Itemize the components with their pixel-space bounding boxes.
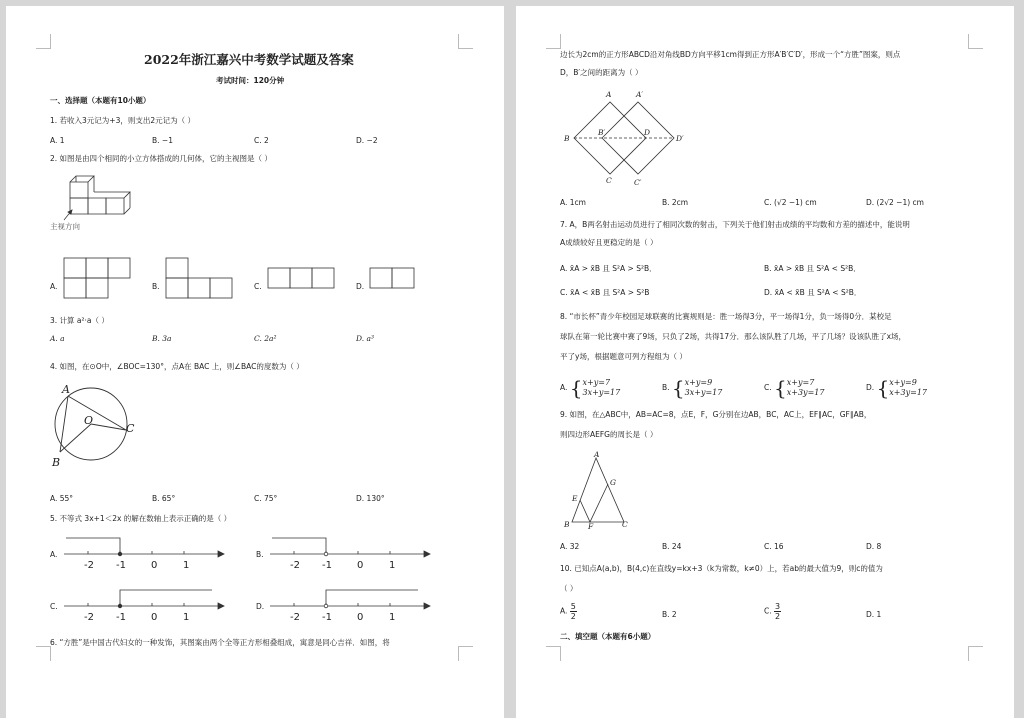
question-7-line-2: A成绩较好且更稳定的是（ ） [560, 238, 658, 247]
label-A-prime: A′ [636, 90, 644, 99]
q6-option-b: B. 2cm [662, 198, 689, 207]
label-A: A [62, 383, 70, 396]
tick-label: 0 [357, 612, 364, 623]
document-page-2 [516, 6, 1014, 718]
tick-label: 0 [357, 560, 364, 571]
q2-option-b: B. [152, 282, 160, 291]
eq-line-2: 3x+y=17 [582, 388, 621, 397]
q10-option-c [764, 602, 781, 621]
label-D-prime: D′ [676, 134, 684, 143]
q8-option-c [764, 378, 824, 398]
numerator: 5 [570, 602, 576, 611]
q7-option-a: A. x̄A > x̄B 且 S²A > S²B． [560, 264, 657, 273]
q2-option-a: A. [50, 282, 58, 291]
denominator: 2 [775, 612, 781, 621]
question-10: 10. 已知点A(a,b)，B(4,c)在直线y=kx+3（k为常数，k≠0）上，若ab的最大值为9，则c的值为 [560, 564, 883, 573]
q6-option-c: C. (√2 −1) cm [764, 198, 817, 207]
q5-option-d: D. [256, 602, 265, 611]
q4-option-d: D. 130° [356, 494, 385, 503]
question-8-line-2: 球队在第一轮比赛中赛了9场，只负了2场，共得17分．那么该队胜了几场，平了几场？设该队胜了x场， [560, 332, 907, 341]
label-C: C [622, 520, 628, 529]
q3-option-a: A. a [50, 334, 65, 343]
page-title: 2022年浙江嘉兴中考数学试题及答案 [144, 52, 354, 67]
q2-option-d-figure [368, 266, 418, 292]
crop-mark [458, 34, 473, 49]
brace: { [876, 376, 890, 400]
q5-option-a: A. [50, 550, 58, 559]
label-O: O [84, 414, 94, 427]
label-D: D [644, 128, 651, 137]
crop-mark [458, 646, 473, 661]
brace: { [774, 376, 787, 400]
option-label: C. [764, 606, 772, 616]
q9-option-d: D. 8 [866, 542, 882, 551]
eq-line-1: x+y=9 [684, 378, 713, 387]
question-9-line-2: 则四边形AEFG的周长是（ ） [560, 430, 658, 439]
q6-option-d: D. (2√2 −1) cm [866, 198, 924, 207]
label-B-prime: B′ [598, 128, 606, 137]
cube-figure [50, 168, 140, 228]
eq-line-1: x+y=9 [889, 378, 917, 387]
label-B: B [564, 520, 570, 529]
option-label: B. [662, 383, 670, 392]
q5-option-b: B. [256, 550, 264, 559]
tick-label: 1 [183, 560, 190, 571]
denominator: 2 [570, 612, 576, 621]
q1-option-a: A. 1 [50, 136, 65, 145]
crop-mark [968, 34, 983, 49]
q8-option-d [866, 378, 927, 398]
tick-label: 1 [389, 612, 396, 623]
question-4: 4. 如图，在⊙O中，∠BOC=130°，点A在 BAC 上，则∠BAC的度数为（ ） [50, 362, 304, 371]
q3-option-d: D. a³ [356, 334, 374, 343]
option-label: A. [560, 606, 568, 616]
tick-label: 0 [151, 612, 158, 623]
eq-line-1: x+y=7 [786, 378, 815, 387]
label-C: C [606, 176, 612, 185]
tick-label: 0 [151, 560, 158, 571]
q1-option-d: D. −2 [356, 136, 378, 145]
label-F: F [588, 522, 594, 531]
fraction [774, 602, 781, 621]
tick-label: -1 [116, 612, 126, 623]
q3-option-c: C. 2a² [254, 334, 277, 343]
tick-label: -2 [290, 560, 300, 571]
q4-option-c: C. 75° [254, 494, 278, 503]
question-3: 3. 计算 a²·a（ ） [50, 316, 109, 325]
q9-option-a: A. 32 [560, 542, 580, 551]
tick-label: -1 [322, 612, 332, 623]
label-G: G [610, 478, 616, 487]
option-label: D. [866, 383, 875, 392]
crop-mark [968, 646, 983, 661]
brace: { [569, 376, 583, 400]
q5-option-c: C. [50, 602, 58, 611]
question-7: 7. A，B两名射击运动员进行了相同次数的射击，下列关于他们射击成绩的平均数和方差的描述中，能说明 [560, 220, 910, 229]
eq-line-2: 3x+y=17 [684, 388, 723, 397]
tick-label: -2 [290, 612, 300, 623]
label-E: E [572, 494, 578, 503]
label-C: C [126, 422, 135, 435]
q1-option-c: C. 2 [254, 136, 269, 145]
q10-option-d: D. 1 [866, 610, 882, 619]
crop-mark [546, 646, 561, 661]
brace: { [671, 376, 685, 400]
tick-label: -2 [84, 612, 94, 623]
fraction [570, 602, 577, 621]
section-heading: 一、选择题（本题有10小题） [50, 96, 151, 105]
q9-option-b: B. 24 [662, 542, 682, 551]
option-label: A. [560, 383, 568, 392]
label-C-prime: C′ [634, 178, 642, 187]
crop-mark [546, 34, 561, 49]
document-page-1 [6, 6, 504, 718]
tick-label: -1 [322, 560, 332, 571]
option-label: C. [764, 383, 772, 392]
q2-option-c: C. [254, 282, 262, 291]
q7-option-d: D. x̄A < x̄B 且 S²A < S²B． [764, 288, 862, 297]
tick-label: -1 [116, 560, 126, 571]
q3-option-b: B. 3a [152, 334, 172, 343]
q2-option-a-figure [62, 256, 132, 302]
q8-option-a [560, 378, 620, 398]
view-direction-label: 主视方向 [50, 222, 80, 231]
tick-label: -2 [84, 560, 94, 571]
tick-label: 1 [389, 560, 396, 571]
crop-mark [36, 646, 51, 661]
q4-option-b: B. 65° [152, 494, 176, 503]
question-1: 1. 若收入3元记为+3，则支出2元记为（ ） [50, 116, 196, 125]
q2-option-d: D. [356, 282, 365, 291]
eq-line-2: x+3y=17 [889, 388, 928, 397]
tick-label: 1 [183, 612, 190, 623]
question-5: 5. 不等式 3x+1＜2x 的解在数轴上表示正确的是（ ） [50, 514, 232, 523]
question-9: 9. 如图，在△ABC中，AB=AC=8，点E，F，G分别在边AB，BC，AC上，EF∥AC，GF∥AB， [560, 410, 872, 419]
exam-time: 考试时间：120分钟 [216, 76, 285, 85]
q7-option-b: B. x̄A > x̄B 且 S²A < S²B． [764, 264, 861, 273]
q6-option-a: A. 1cm [560, 198, 586, 207]
crop-mark [36, 34, 51, 49]
q10-option-b: B. 2 [662, 610, 677, 619]
eq-line-1: x+y=7 [582, 378, 611, 387]
eq-line-2: x+3y=17 [786, 388, 825, 397]
question-8: 8. “市长杯”青少年校园足球联赛的比赛规则是：胜一场得3分，平一场得1分，负一场得0分．某校足 [560, 312, 892, 321]
q1-option-b: B. −1 [152, 136, 173, 145]
question-8-line-3: 平了y场，根据题意可列方程组为（ ） [560, 352, 687, 361]
label-B: B [564, 134, 570, 143]
q2-option-b-figure [164, 256, 234, 302]
q7-option-c: C. x̄A < x̄B 且 S²A > S²B [560, 288, 650, 297]
q9-option-c: C. 16 [764, 542, 784, 551]
question-6-continued-2: D，B′之间的距离为（ ） [560, 68, 643, 77]
section-heading-2: 二、填空题（本题有6小题） [560, 632, 656, 641]
question-6: 6. “方胜”是中国古代妇女的一种发饰，其图案由两个全等正方形相叠组成，寓意是同心吉祥．如图，将 [50, 638, 390, 647]
triangle-figure [568, 452, 638, 528]
q4-option-a: A. 55° [50, 494, 74, 503]
question-2: 2. 如图是由四个相同的小立方体搭成的几何体，它的主视图是（ ） [50, 154, 272, 163]
label-A: A [594, 450, 600, 459]
label-B: B [52, 456, 61, 469]
numerator: 3 [775, 602, 781, 611]
q8-option-b [662, 378, 722, 398]
label-A: A [606, 90, 612, 99]
question-6-continued: 边长为2cm的正方形ABCD沿对角线BD方向平移1cm得到正方形A′B′C′D′，形成一个“方胜”图案，则点 [560, 50, 901, 59]
q2-option-c-figure [266, 266, 336, 292]
question-10-line-2: （ ） [560, 584, 578, 593]
q10-option-a [560, 602, 577, 621]
